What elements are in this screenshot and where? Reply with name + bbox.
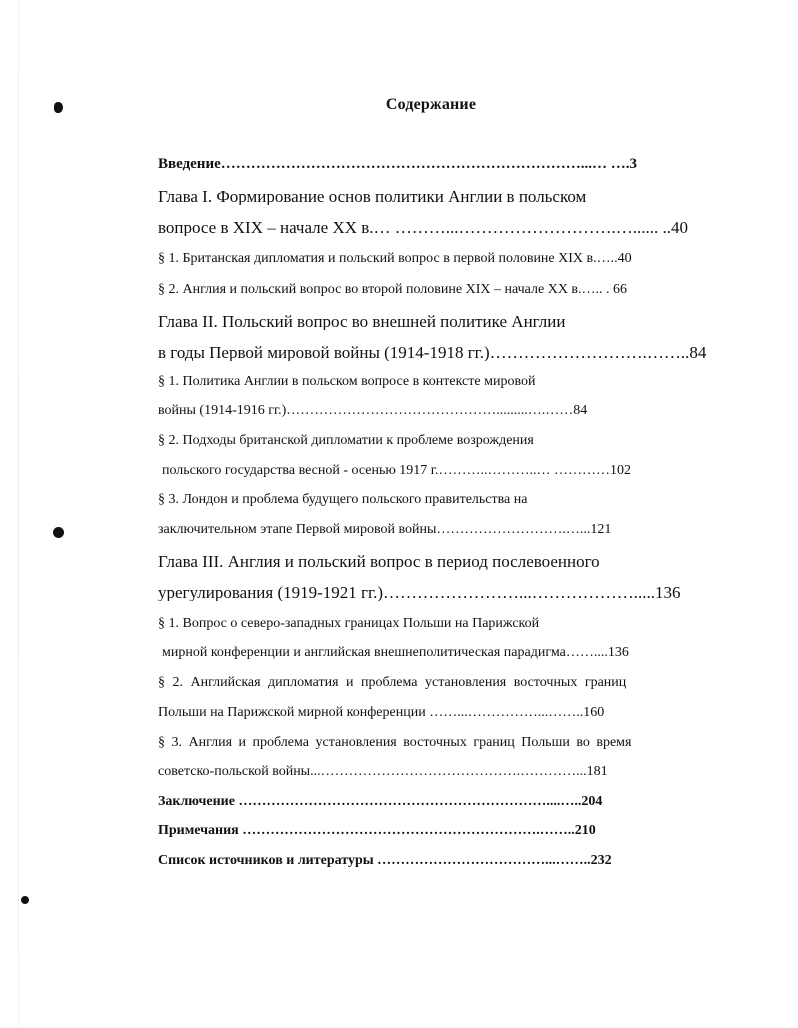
toc-ch2-section-2: § 2. Подходы британской дипломатии к проблеме возрождения bbox=[158, 434, 534, 448]
scan-punch-mark-top bbox=[54, 102, 63, 113]
toc-chapter-3-title-cont: урегулирования (1919-1921 гг.)……………………...……………….....136 bbox=[158, 584, 681, 601]
toc-ch3-section-2: § 2. Английская дипломатия и проблема установления восточных границ bbox=[158, 676, 627, 690]
toc-entry-bibliography: Список источников и литературы ………………………………...……..232 bbox=[158, 854, 612, 868]
toc-ch1-section-2: § 2. Англия и польский вопрос во второй половине XIX – начале XX в.….. . 66 bbox=[158, 283, 628, 297]
toc-ch2-section-3: § 3. Лондон и проблема будущего польского правительства на bbox=[158, 493, 528, 507]
scan-punch-mark-bottom bbox=[21, 896, 29, 904]
toc-ch2-section-3-cont: заключительном этапе Первой мировой войны……………………….…...121 bbox=[158, 523, 612, 537]
toc-chapter-2-title: Глава II. Польский вопрос во внешней политике Англии bbox=[158, 313, 566, 330]
page-title: Содержание bbox=[385, 96, 477, 113]
toc-ch1-section-1: § 1. Британская дипломатия и польский вопрос в первой половине XIX в.…..40 bbox=[158, 252, 632, 266]
toc-entry-introduction: Введение………………………………………………………………...… ….3 bbox=[158, 157, 638, 172]
toc-chapter-2-title-cont: в годы Первой мировой войны (1914-1918 гг.)……………………….……..84 bbox=[158, 344, 707, 361]
toc-entry-conclusion: Заключение …………………………………………………………....…..204 bbox=[158, 795, 603, 809]
toc-ch2-section-1: § 1. Политика Англии в польском вопросе в контексте мировой bbox=[158, 375, 536, 389]
toc-ch3-section-1-cont: мирной конференции и английская внешнеполитическая парадигма……....136 bbox=[162, 646, 629, 660]
toc-ch3-section-3: § 3. Англия и проблема установления восточных границ Польши во время bbox=[158, 736, 632, 750]
toc-entry-notes: Примечания ……………………………………………………….……..210 bbox=[158, 824, 596, 838]
toc-chapter-1-title-cont: вопросе в XIX – начале XX в.… ………...……………………….…...... ..40 bbox=[158, 219, 689, 236]
toc-ch2-section-1-cont: войны (1914-1916 гг.)……………………………………….........….……84 bbox=[158, 404, 588, 418]
toc-ch2-section-2-cont: польского государства весной - осенью 1917 г.………..………..… …………102 bbox=[162, 464, 631, 478]
toc-ch3-section-2-cont: Польши на Парижской мирной конференции ……...……………...……..160 bbox=[158, 706, 605, 720]
toc-chapter-3-title: Глава III. Англия и польский вопрос в период послевоенного bbox=[158, 553, 600, 570]
scan-punch-mark-middle bbox=[53, 527, 64, 538]
toc-ch3-section-1: § 1. Вопрос о северо-западных границах Польши на Парижской bbox=[158, 617, 540, 631]
toc-chapter-1-title: Глава I. Формирование основ политики Англии в польском bbox=[158, 188, 587, 205]
toc-ch3-section-3-cont: советско-польской войны...…………………………………….…………...181 bbox=[158, 765, 608, 779]
